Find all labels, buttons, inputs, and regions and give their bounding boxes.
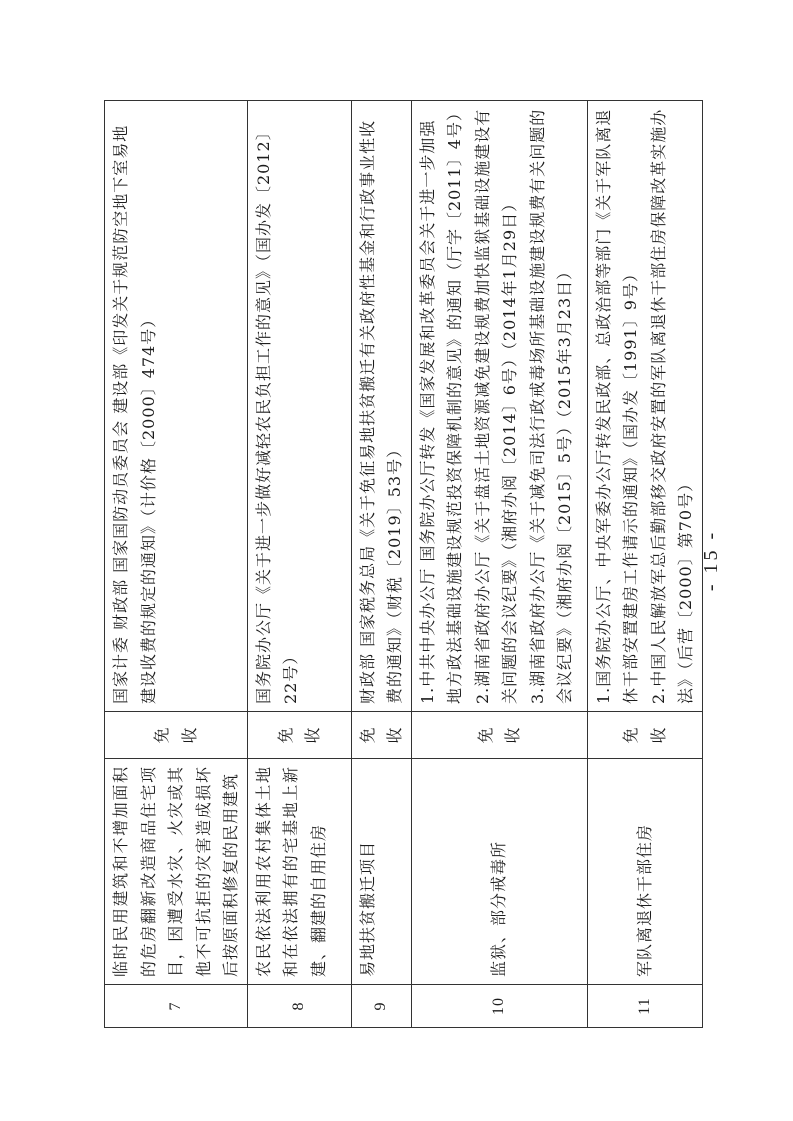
fee-exemption-table xyxy=(104,100,703,1028)
row-number: 9 xyxy=(351,985,411,1028)
policy-line: 财政部 国家税务总局《关于免征易地扶贫搬迁有关政府性基金和行政事业性收费的通知》（财税〔2019〕53号） xyxy=(357,119,405,704)
policy-basis xyxy=(247,101,351,712)
policy-line: 2.中国人民解放军总后勤部移交政府安置的军队离退休干部住房保障改革实施办法》（后营〔2000〕第70号） xyxy=(648,108,696,704)
policy-line: 2.湖南省政府办公厅《关于盘活土地资源减免建设规费加快监狱基础设施建设有关问题的会议纪要》（湘府办阅〔2014〕6号）（2014年1月29日） xyxy=(472,108,520,704)
fee-status: 免收 xyxy=(411,712,587,759)
policy-line: 国家计委 财政部 国家国防动员委员会 建设部《印发关于规范防空地下室易地建设收费的规定的通知》（计价格〔2000〕474号） xyxy=(111,124,158,704)
policy-line: 1.中共中央办公厅 国务院办公厅转发《国家发展和改革委员会关于进一步加强地方政法基础设施建设规范投资保障机制的意见》的通知（厅字〔2011〕4号） xyxy=(417,104,465,704)
policy-line: 1.国务院办公厅、中央军委办公厅转发民政部、总政治部等部门《关于军队离退休干部安置建房工作请示的通知》（国办发〔1991〕9号） xyxy=(593,108,641,704)
project-name: 易地扶贫搬迁项目 xyxy=(351,759,411,985)
fee-status: 免收 xyxy=(105,712,248,759)
project-name: 军队离退休干部住房 xyxy=(587,759,702,985)
fee-status: 免收 xyxy=(587,712,702,759)
project-name: 农民依法利用农村集体土地和在依法拥有的宅基地上新建、翻建的自用住房 xyxy=(247,759,351,985)
policy-basis xyxy=(587,101,702,712)
table-row xyxy=(587,101,702,1028)
policy-line: 3.湖南省政府办公厅《关于减免司法行政戒毒场所基础设施建设规费有关问题的会议纪要》（湘府办阅〔2015〕5号）（2015年3月23日） xyxy=(527,108,575,704)
policy-basis xyxy=(105,101,248,712)
table-row xyxy=(247,101,351,1028)
table-row xyxy=(351,101,411,1028)
row-number: 10 xyxy=(411,985,587,1028)
fee-status: 免收 xyxy=(351,712,411,759)
policy-basis xyxy=(411,101,587,712)
project-name: 监狱、部分戒毒所 xyxy=(411,759,587,985)
policy-line: 国务院办公厅《关于进一步做好减轻农民负担工作的意见》（国办发〔2012〕22号） xyxy=(253,123,301,704)
table-row xyxy=(411,101,587,1028)
project-name: 临时民用建筑和不增加面积的危房翻新改造商品住宅项目，因遭受水灾、火灾或其他不可抗拒的灾害造成损坏后按原面积修复的民用建筑 xyxy=(105,759,248,985)
table-row xyxy=(105,101,248,1028)
page-number: - 15 - xyxy=(700,529,722,592)
row-number: 8 xyxy=(247,985,351,1028)
policy-basis xyxy=(351,101,411,712)
row-number: 11 xyxy=(587,985,702,1028)
fee-status: 免收 xyxy=(247,712,351,759)
row-number: 7 xyxy=(105,985,248,1028)
